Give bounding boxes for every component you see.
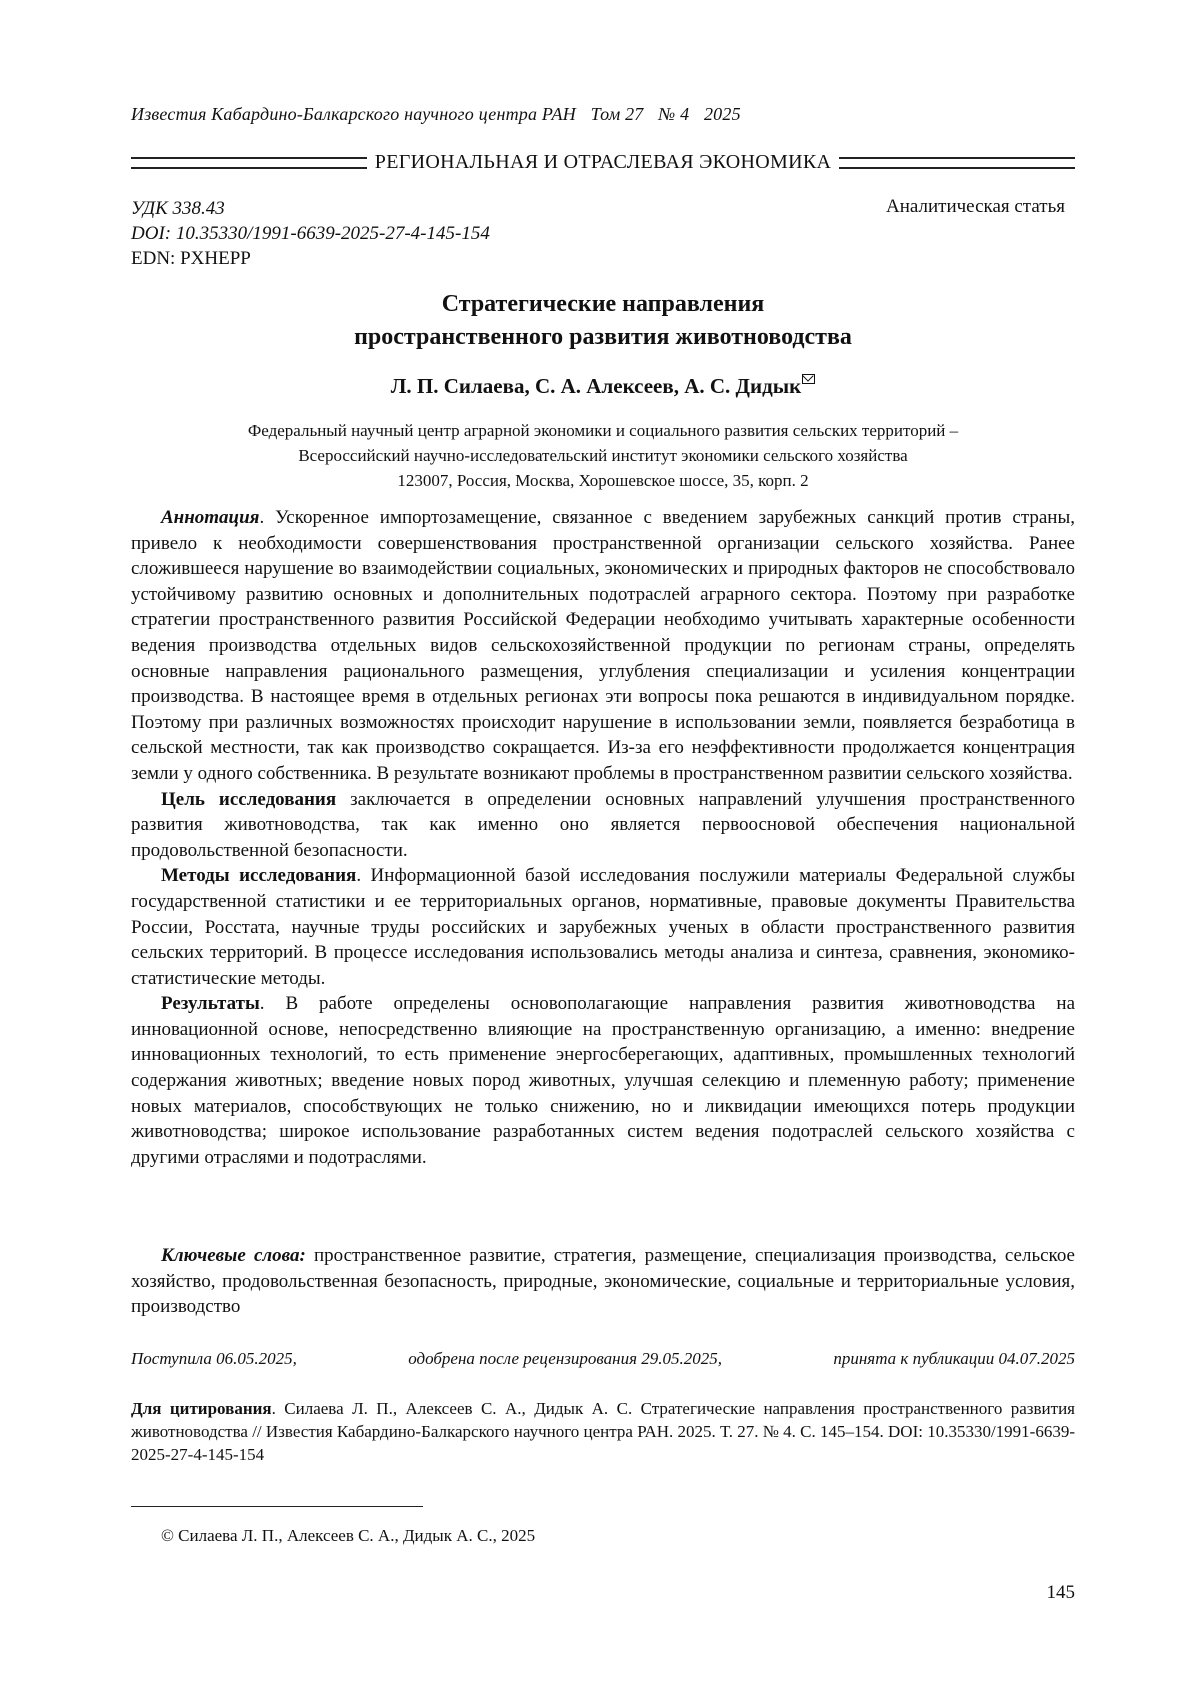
affiliation-line-2: Всероссийский научно-исследовательский институт экономики сельского хозяйства <box>298 446 908 465</box>
author-list <box>131 374 1075 399</box>
annotation-text: . Ускоренное импортозамещение, связанное с введением зарубежных санкций против страны, привело к необходимости совершенствования пространственной организации сельского хозяйства. Ранее сложившееся нарушение во взаимодействии социальных, экономических и природных факторов не способствовало устойчивому развитию основных и дополнительных подотраслей аграрного сектора. Поэтому при разработке стратегии пространственного развития Российской Федерации необходимо учитывать характерные особенности ведения производства отдельных видов сельскохозяйственной продукции по регионам страны, определять основные направления рационального размещения, углубления специализации и усиления концентрации производства. В настоящее время в отдельных регионах эти вопросы пока решаются в индивидуальном порядке. Поэтому при различных возможностях происходит нарушение в использовании земли, появляется безработица в сельской местности, так как производство сокращается. Из-за его неэффективности продолжается концентрация земли у одного собственника. В результате возникают проблемы в пространственном развитии сельского хозяйства. <box>131 507 1075 784</box>
date-accepted: принята к публикации 04.07.2025 <box>833 1349 1075 1368</box>
edn-code: EDN: PXHEPP <box>131 248 251 269</box>
methods-text: . Информационной базой исследования послужили материалы Федеральной службы государственной статистики и ее территориальных органов, нормативные, правовые документы Правительства России, Росстата, научные труды российских и зарубежных ученых в области пространственного развития сельских территорий. В процессе исследования использовались методы анализа и синтеза, сравнения, экономико-статистические методы. <box>131 865 1075 989</box>
article-identifiers <box>131 196 490 271</box>
rubric-rule-left <box>131 157 367 169</box>
author-separator: , <box>673 374 685 398</box>
author-separator: , <box>524 374 535 398</box>
journal-year: 2025 <box>703 104 741 124</box>
abstract-methods <box>131 863 1075 991</box>
results-label: Результаты <box>161 993 260 1015</box>
keywords <box>131 1243 1075 1320</box>
goal-label: Цель исследования <box>161 788 337 810</box>
page-number: 145 <box>1046 1582 1075 1603</box>
date-reviewed: одобрена после рецензирования 29.05.2025, <box>408 1349 722 1368</box>
citation-text: . Силаева Л. П., Алексеев С. А., Дидык А. С. Стратегические направления пространственного развития животноводства // Известия Кабардино-Балкарского научного центра РАН. 2025. Т. 27. № 4. С. 145–154. DOI: 10.35330/1991-6639-2025-27-4-145-154 <box>131 1399 1075 1464</box>
affiliation-line-1: Федеральный научный центр аграрной экономики и социального развития сельских территорий – <box>247 421 959 440</box>
author-1: Л. П. Силаева <box>390 374 525 398</box>
publication-dates <box>131 1349 1075 1369</box>
methods-label: Методы исследования <box>161 865 357 887</box>
abstract-results <box>131 991 1075 1170</box>
keywords-text: пространственное развитие, стратегия, размещение, специализация производства, сельское хозяйство, продовольственная безопасность, природные, экономические, социальные и территориальные условия, производство <box>131 1245 1075 1318</box>
citation-label: Для цитирования <box>131 1399 272 1418</box>
copyright-notice: © Силаева Л. П., Алексеев С. А., Дидык А. С., 2025 <box>161 1526 536 1545</box>
journal-volume: Том 27 <box>590 104 644 124</box>
article-type: Аналитическая статья <box>886 196 1065 217</box>
citation-block <box>131 1397 1075 1466</box>
keywords-paragraph <box>131 1243 1075 1320</box>
rubric-title: РЕГИОНАЛЬНАЯ И ОТРАСЛЕВАЯ ЭКОНОМИКА <box>374 151 832 173</box>
affiliation <box>131 418 1075 493</box>
abstract-goal <box>131 787 1075 864</box>
affiliation-address: 123007, Россия, Москва, Хорошевское шоссе, 35, корп. 2 <box>397 471 809 490</box>
article-title <box>131 288 1075 354</box>
abstract-annotation <box>131 505 1075 787</box>
journal-running-header <box>131 104 751 125</box>
goal-text: заключается в определении основных направлений улучшения пространственного развития животноводства, так как именно оно является первоосновой обеспечения национальной продовольственной безопасности. <box>131 788 1075 861</box>
author-2: С. А. Алексеев <box>534 374 674 398</box>
keywords-label: Ключевые слова: <box>161 1245 306 1266</box>
annotation-label: Аннотация <box>161 507 260 528</box>
journal-name: Известия Кабардино-Балкарского научного центра РАН <box>131 104 576 124</box>
results-text: . В работе определены основополагающие направления развития животноводства на инновационной основе, непосредственно влияющие на пространственную организацию, а именно: внедрение инновационных технологий, то есть применение энергосберегающих, адаптивных, промышленных технологий содержания животных; введение новых пород животных, улучшая селекцию и племенную работу; применение новых материалов, способствующих не только снижению, но и ликвидации имеющихся потерь продукции животноводства; широкое использование разработанных систем ведения подотраслей сельского хозяйства с другими отраслями и подотраслями. <box>131 993 1075 1168</box>
envelope-icon[interactable] <box>802 374 815 384</box>
footnote-divider <box>131 1506 423 1507</box>
journal-issue: № 4 <box>658 104 690 124</box>
abstract <box>131 505 1075 1170</box>
doi-link[interactable]: DOI: 10.35330/1991-6639-2025-27-4-145-154 <box>131 223 490 244</box>
udk-code: УДК 338.43 <box>131 198 225 219</box>
title-line-1: Стратегические направления <box>441 291 765 317</box>
date-received: Поступила 06.05.2025, <box>131 1349 297 1368</box>
section-rubric <box>131 151 1075 174</box>
author-3: А. С. Дидык <box>684 374 802 398</box>
title-line-2: пространственного развития животноводства <box>354 324 852 350</box>
rubric-rule-right <box>839 157 1075 169</box>
